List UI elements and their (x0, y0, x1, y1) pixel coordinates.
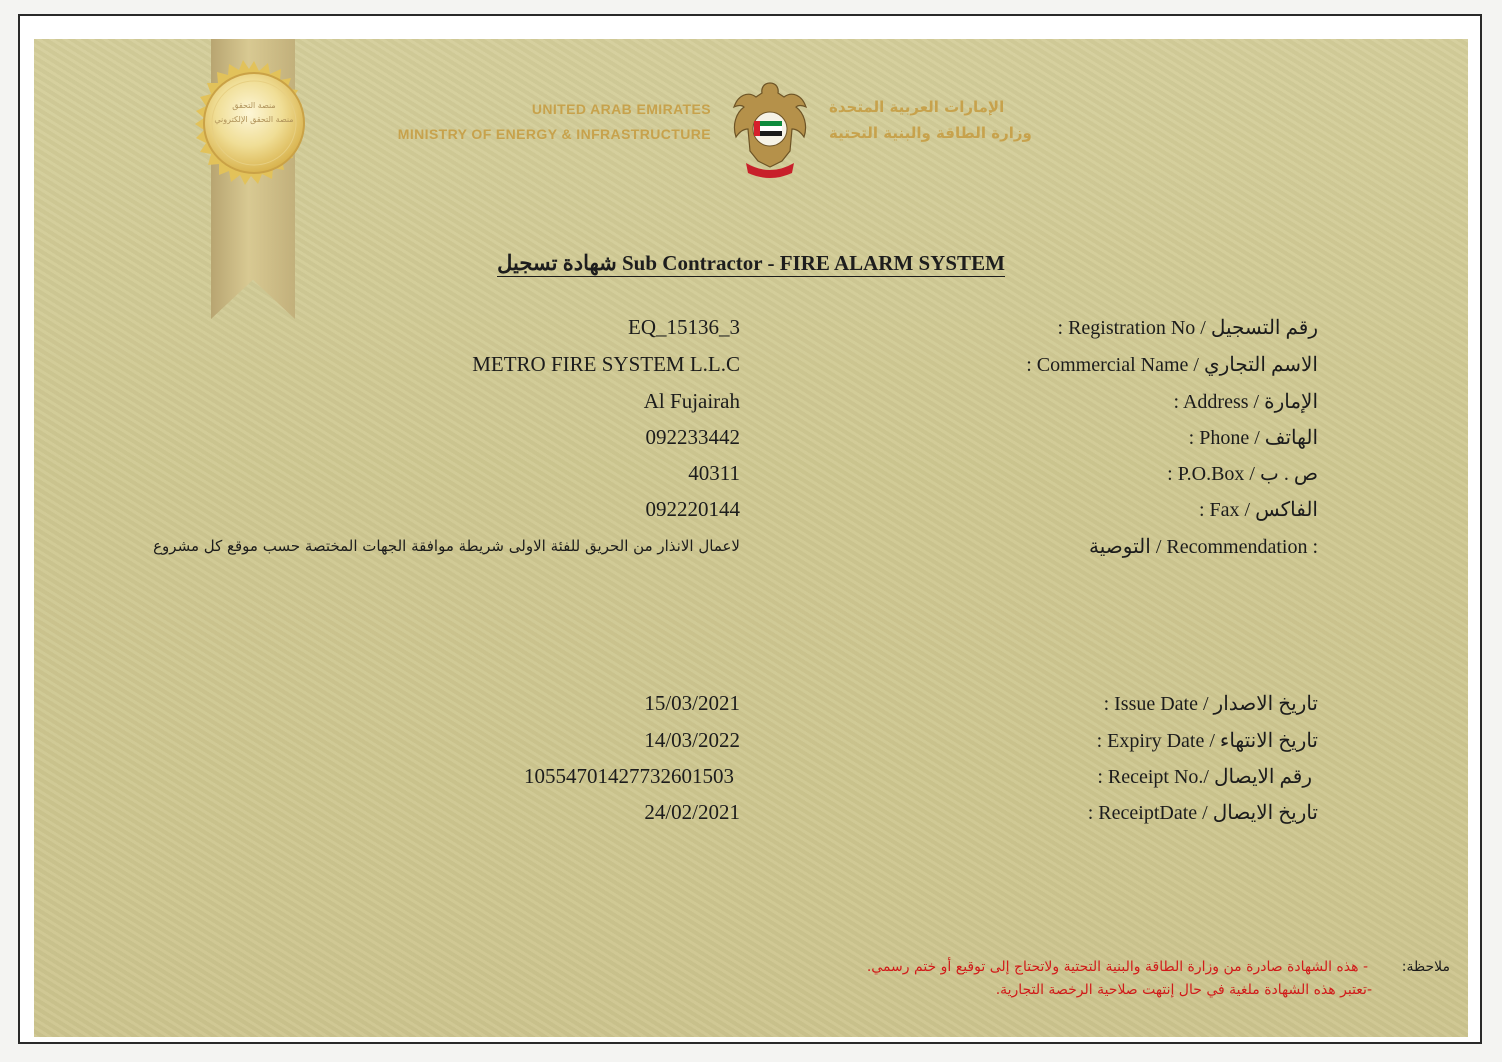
recommendation-label: التوصية / Recommendation : (1089, 536, 1318, 558)
expiry-date-label: : Expiry Date / تاريخ الانتهاء (1096, 730, 1318, 752)
note-label: ملاحظة: (1401, 959, 1450, 975)
certificate (34, 39, 1468, 1037)
phone-label: : Phone / الهاتف (1188, 427, 1318, 449)
header-country-ar: الإمارات العربية المتحدة (829, 98, 1005, 116)
fax-label: : Fax / الفاكس (1198, 499, 1318, 521)
certificate-title-text: شهادة تسجيل Sub Contractor - FIRE ALARM SYSTEM (497, 251, 1005, 275)
po-box-label: : P.O.Box / ص . ب (1167, 463, 1318, 485)
receipt-no-label: : Receipt No./ رقم الايصال (1097, 766, 1312, 788)
seal-text-line-2: منصة التحقق الإلكتروني (214, 115, 294, 124)
receipt-no-value: 10554701427732601503 (524, 764, 734, 788)
issue-date-value: 15/03/2021 (644, 691, 740, 715)
header-ministry-ar: وزارة الطاقة والبنية التحتية (829, 124, 1032, 142)
commercial-name-value: METRO FIRE SYSTEM L.L.C (472, 352, 740, 376)
seal-text-line-1: منصة التحقق (232, 101, 276, 110)
registration-no-value: EQ_15136_3 (628, 315, 740, 339)
header-arabic (829, 94, 1032, 146)
seal-text (188, 99, 320, 127)
fax-value: 092220144 (645, 497, 740, 521)
expiry-date-value: 14/03/2022 (644, 728, 740, 752)
uae-emblem-icon (728, 77, 812, 181)
address-label: : Address / الإمارة (1173, 391, 1318, 413)
certificate-title (34, 251, 1468, 276)
po-box-value: 40311 (688, 461, 740, 485)
header-ministry-en: MINISTRY OF ENERGY & INFRASTRUCTURE (397, 126, 711, 142)
address-value: Al Fujairah (643, 389, 740, 413)
note-line-1: - هذه الشهادة صادرة من وزارة الطاقة والبنية التحتية ولاتحتاج إلى توقيع أو ختم رسمي. (866, 959, 1368, 975)
registration-no-label: : Registration No / رقم التسجيل (1057, 317, 1318, 339)
commercial-name-label: : Commercial Name / الاسم التجاري (1026, 354, 1318, 376)
header-country-en: UNITED ARAB EMIRATES (531, 101, 711, 117)
receipt-date-label: : ReceiptDate / تاريخ الايصال (1087, 802, 1318, 824)
phone-value: 092233442 (645, 425, 740, 449)
issue-date-label: : Issue Date / تاريخ الاصدار (1103, 693, 1318, 715)
header-english (398, 97, 711, 147)
note-line-2: -تعتبر هذه الشهادة ملغية في حال إنتهت صلاحية الرخصة التجارية. (995, 982, 1372, 998)
receipt-date-value: 24/02/2021 (644, 800, 740, 824)
recommendation-value: لاعمال الانذار من الحريق للفئة الاولى شريطة موافقة الجهات المختصة حسب موقع كل مشروع (153, 537, 740, 555)
